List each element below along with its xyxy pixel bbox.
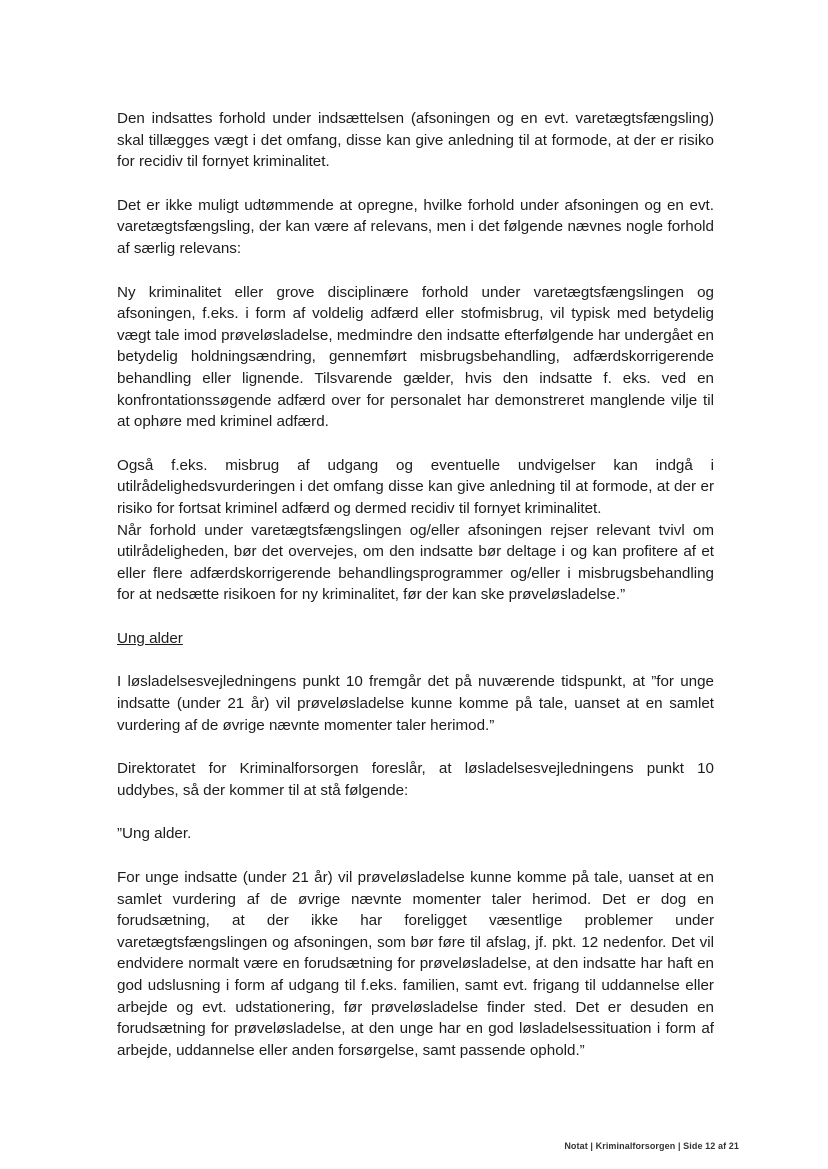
paragraph-ikke-muligt: Det er ikke muligt udtømmende at opregne, hvilke forhold under afsoningen og en evt. varetægtsfængsling, der kan være af relevans, men i det følgende nævnes nogle forhold af særlig relevans: xyxy=(117,196,714,257)
page-footer: Notat | Kriminalforsorgen | Side 12 af 21 xyxy=(564,1141,739,1151)
paragraph-ny-kriminalitet: Ny kriminalitet eller grove disciplinære forhold under varetægtsfængslingen og afsoningen, f.eks. i form af voldelig adfærd eller stofmisbrug, vil typisk med betydelig vægt tale imod prøveløsladelse, medmindre den indsatte efterfølgende har undergået en betydelig holdningsændring, gennemført misbrugsbehandling, adfærdskorrigerende behandling eller lignende. Tilsvarende gælder, hvis den indsatte f. eks. ved en konfrontationssøgende adfærd over for personalet har demonstreret manglende vilje til at ophøre med kriminel adfærd. xyxy=(117,283,714,431)
paragraph-indsattes-forhold: Den indsattes forhold under indsættelsen (afsoningen og en evt. varetægtsfængsling) skal tillægges vægt i det omfang, disse kan give anledning til at formode, at der er risiko for recidiv til fornyet kriminalitet. xyxy=(117,110,714,171)
paragraph-punkt-10: I løsladelsesvejledningens punkt 10 fremgår det på nuværende tidspunkt, at ”for unge indsatte (under 21 år) vil prøveløsladelse kunne komme på tale, uanset at en samlet vurdering af de øvrige nævnte momenter taler herimod.” xyxy=(117,673,714,734)
section-heading-ung-alder: Ung alder xyxy=(117,629,183,647)
document-body xyxy=(117,108,714,1083)
paragraph-relevant-tvivl: Når forhold under varetægtsfængslingen og/eller afsoningen rejser relevant tvivl om utilrådeligheden, bør det overvejes, om den indsatte bør deltage i og kan profitere af et eller flere adfærdskorrigerende behandlingsprogrammer og/eller i misbrugsbehandling for at nedsætte risikoen for ny kriminalitet, før der kan ske prøveløsladelse.” xyxy=(117,521,714,604)
paragraph-misbrug-af-udgang: Også f.eks. misbrug af udgang og eventuelle undvigelser kan indgå i utilrådelighedsvurderingen i det omfang disse kan give anledning til at formode, at der er risiko for fortsat kriminel adfærd og dermed recidiv til fornyet kriminalitet. xyxy=(117,456,714,517)
paragraph-unge-indsatte: For unge indsatte (under 21 år) vil prøveløsladelse kunne komme på tale, uanset at en samlet vurdering af de øvrige nævnte momenter taler herimod. Det er dog en forudsætning, at der ikke har foreligget væsentlige problemer under varetægtsfængslingen og afsoningen, som bør føre til afslag, jf. pkt. 12 nedenfor. Det vil endvidere normalt være en forudsætning for prøveløsladelse, at den indsatte har haft en god udslusning i form af udgang til f.eks. familien, samt evt. frigang til uddannelse eller arbejde og evt. udstationering, før prøveløsladelse finder sted. Det er desuden en forudsætning for prøveløsladelse, at den unge har en god løsladelsessituation i form af arbejde, uddannelse eller anden forsørgelse, samt passende ophold.” xyxy=(117,869,714,1059)
paragraph-direktoratet-forslag: Direktoratet for Kriminalforsorgen foreslår, at løsladelsesvejledningens punkt 10 uddybes, så der kommer til at stå følgende: xyxy=(117,760,714,799)
quote-heading-ung-alder: ”Ung alder. xyxy=(117,825,192,843)
